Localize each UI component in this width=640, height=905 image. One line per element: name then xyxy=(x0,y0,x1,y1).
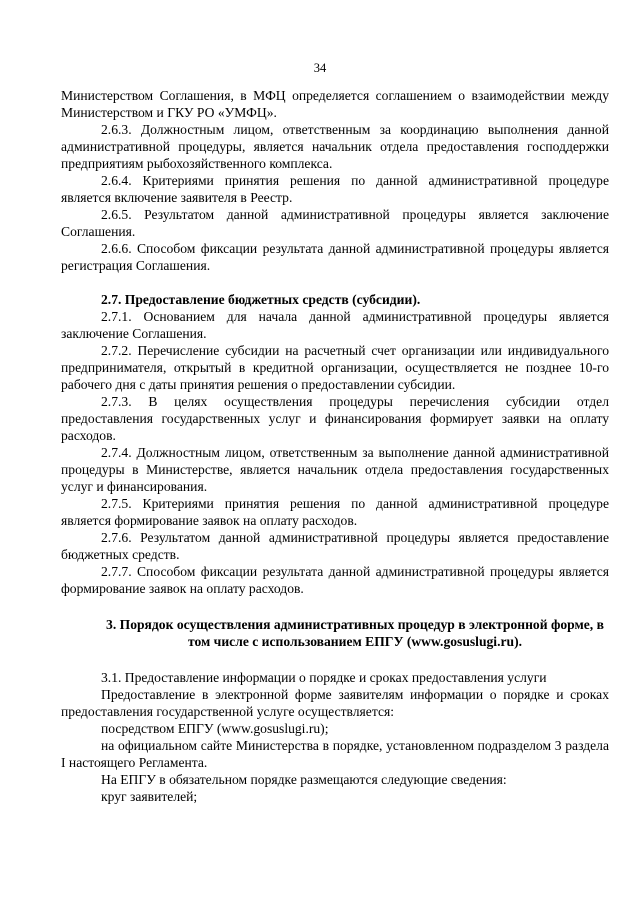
paragraph: 2.7.5. Критериями принятия решения по данной административной процедуре является формирование заявок на оплату расходов. xyxy=(61,496,609,528)
document-body xyxy=(61,87,609,805)
paragraph: 2.6.5. Результатом данной административной процедуры является заключение Соглашения. xyxy=(61,207,609,239)
paragraph: 3.1. Предоставление информации о порядке и сроках предоставления услуги xyxy=(101,670,547,685)
section-heading: 2.7. Предоставление бюджетных средств (субсидии). xyxy=(101,292,421,307)
paragraph: 2.7.4. Должностным лицом, ответственным за выполнение данной административной процедуры в Министерстве, является начальник отдела предоставления государственных услуг и финансирования. xyxy=(61,445,609,494)
paragraph: На ЕПГУ в обязательном порядке размещаются следующие сведения: xyxy=(101,772,507,787)
paragraph: 2.7.6. Результатом данной административной процедуры является предоставление бюджетных средств. xyxy=(61,530,609,562)
list-item: на официальном сайте Министерства в порядке, установленном подразделом 3 раздела I настоящего Регламента. xyxy=(61,738,609,770)
page-number: 34 xyxy=(313,61,327,75)
paragraph: 2.6.4. Критериями принятия решения по данной административной процедуре является включение заявителя в Реестр. xyxy=(61,173,609,205)
paragraph: Предоставление в электронной форме заявителям информации о порядке и сроках предоставления государственной услуге осуществляется: xyxy=(61,687,609,719)
paragraph: 2.7.1. Основанием для начала данной административной процедуры является заключение Соглашения. xyxy=(61,309,609,341)
paragraph: 2.7.3. В целях осуществления процедуры перечисления субсидии отдел предоставления государственных услуг и финансирования формирует заявки на оплату расходов. xyxy=(61,394,609,443)
paragraph: Министерством Соглашения, в МФЦ определяется соглашением о взаимодействии между Министерством и ГКУ РО «УМФЦ». xyxy=(61,88,609,120)
list-item: круг заявителей; xyxy=(101,789,198,804)
paragraph: 2.6.3. Должностным лицом, ответственным за координацию выполнения данной административной процедуры, является начальник отдела предоставления господдержки предприятиям рыбохозяйственного комплекса. xyxy=(61,122,609,171)
paragraph: 2.7.2. Перечисление субсидии на расчетный счет организации или индивидуального предпринимателя, открытый в кредитной организации, осуществляется не позднее 10-го рабочего дня с даты принятия решения о предоставлении субсидии. xyxy=(61,343,609,392)
paragraph: 2.6.6. Способом фиксации результата данной административной процедуры является регистрация Соглашения. xyxy=(61,241,609,273)
paragraph: 2.7.7. Способом фиксации результата данной административной процедуры является формирование заявок на оплату расходов. xyxy=(61,564,609,596)
chapter-heading: 3. Порядок осуществления административных процедур в электронной форме, в том числе с использованием ЕПГУ (www.gosuslugi.ru). xyxy=(106,617,604,649)
list-item: посредством ЕПГУ (www.gosuslugi.ru); xyxy=(101,721,329,736)
